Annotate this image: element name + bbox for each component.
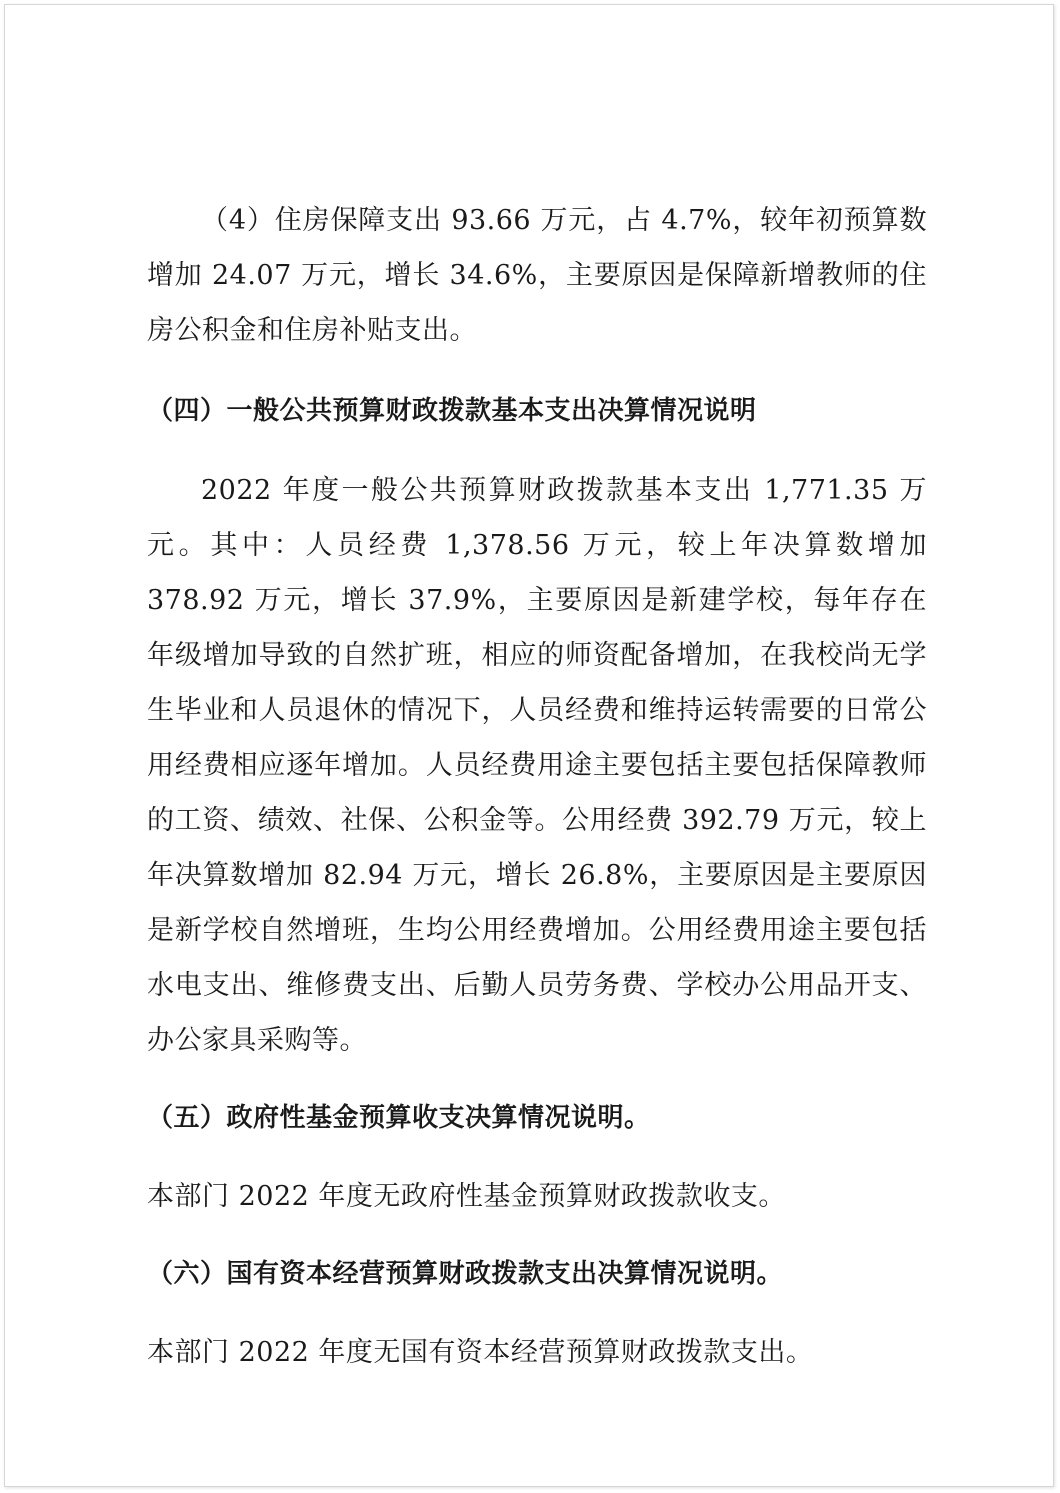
heading-section-4: （四）一般公共预算财政拨款基本支出决算情况说明 [147,396,757,426]
paragraph-gov-fund: 本部门 2022 年度无政府性基金预算财政拨款收支。 [147,1181,786,1212]
heading-section-5: （五）政府性基金预算收支决算情况说明。 [147,1103,651,1133]
paragraph-basic-expenditure: 2022 年度一般公共预算财政拨款基本支出 1,771.35 万元。其中：人员经费 1,378.56 万元，较上年决算数增加 378.92 万元，增长 37.9%，主要原因是新建学校，每年存在年级增加导致的自然扩班，相应的师资配备增加，在我校尚无学生毕业和人员退休的情况下，人员经费和维持运转需要的日常公用经费相应逐年增加。人员经费用途主要包括主要包括保障教师的工资、绩效、社保、公积金等。公用经费 392.79 万元，较上年决算数增加 82.94 万元，增长 26.8%，主要原因是主要原因是新学校自然增班，生均公用经费增加。公用经费用途主要包括水电支出、维修费支出、后勤人员劳务费、学校办公用品开支、办公家具采购等。 [147,475,927,1056]
heading-section-6: （六）国有资本经营预算财政拨款支出决算情况说明。 [147,1259,784,1289]
document-page [4,4,1054,1487]
paragraph-state-capital: 本部门 2022 年度无国有资本经营预算财政拨款支出。 [147,1337,814,1368]
document-body [147,193,927,1380]
paragraph-housing-expenditure: （4）住房保障支出 93.66 万元，占 4.7%，较年初预算数增加 24.07 万元，增长 34.6%，主要原因是保障新增教师的住房公积金和住房补贴支出。 [147,205,927,346]
